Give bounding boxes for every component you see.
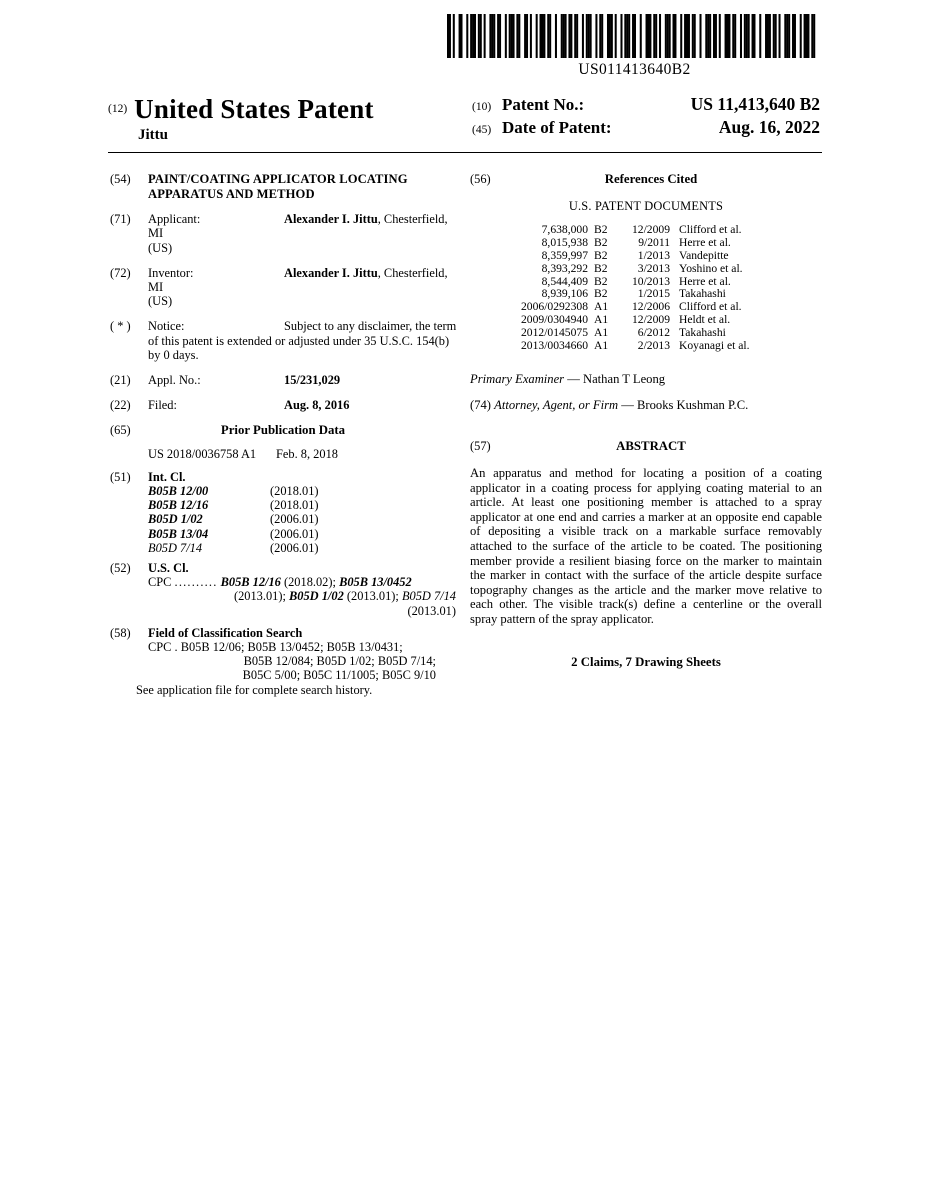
field-of-search-heading: Field of Classification Search bbox=[148, 625, 303, 640]
us-cl-code-4: B05D 7/14 bbox=[401, 589, 456, 604]
reference-assignee-name: Koyanagi et al. bbox=[679, 338, 750, 352]
reference-date: 12/2009 bbox=[631, 312, 670, 326]
patent-date-row bbox=[472, 117, 822, 138]
field-of-search-line-2: B05B 12/084; B05D 1/02; B05D 7/14; bbox=[243, 654, 436, 669]
code-45: (45) bbox=[472, 124, 492, 136]
us-cl-ver-4: (2013.01) bbox=[407, 603, 456, 618]
code-74: (74) bbox=[470, 397, 491, 412]
code-52: (52) bbox=[110, 561, 131, 576]
reference-row bbox=[494, 263, 822, 276]
header-divider bbox=[108, 152, 822, 153]
appl-no-value: 15/231,029 bbox=[284, 373, 341, 388]
inventor-line2: (US) bbox=[148, 294, 173, 309]
int-cl-heading: Int. Cl. bbox=[148, 469, 186, 484]
primary-examiner-row bbox=[470, 372, 822, 386]
reference-kind-code: B2 bbox=[594, 236, 608, 250]
primary-examiner-value: Nathan T Leong bbox=[583, 372, 666, 387]
code-72: (72) bbox=[110, 265, 131, 280]
filed-value: Aug. 8, 2016 bbox=[284, 398, 350, 413]
reference-date: 10/2013 bbox=[631, 274, 670, 288]
reference-kind-code: B2 bbox=[594, 223, 608, 237]
primary-examiner-dash: — bbox=[567, 372, 580, 387]
int-cl-code: B05D 1/02 bbox=[148, 512, 203, 527]
abstract-heading: ABSTRACT bbox=[616, 438, 686, 453]
int-cl-row bbox=[148, 498, 458, 512]
int-cl-version: (2018.01) bbox=[270, 498, 319, 513]
attorney-row bbox=[470, 398, 822, 412]
abstract-heading-row bbox=[470, 439, 822, 453]
reference-patent-number: 2013/0034660 bbox=[521, 338, 588, 352]
filed-body bbox=[148, 398, 458, 412]
publication-number: US 2018/0036758 A1 bbox=[148, 446, 257, 461]
int-cl-version: (2018.01) bbox=[270, 484, 319, 499]
attorney-label: Attorney, Agent, or Firm bbox=[494, 397, 619, 412]
code-58: (58) bbox=[110, 625, 131, 640]
us-cl-code-2: B05B 13/0452 bbox=[339, 575, 412, 590]
reference-kind-code: A1 bbox=[594, 300, 609, 314]
reference-patent-number: 8,544,409 bbox=[541, 274, 588, 288]
field-22-filed bbox=[110, 398, 458, 412]
publication-date: Feb. 8, 2018 bbox=[276, 446, 338, 461]
right-column bbox=[470, 172, 822, 669]
appl-no-body bbox=[148, 373, 458, 387]
code-56: (56) bbox=[470, 172, 491, 186]
int-cl-code: B05B 12/00 bbox=[148, 484, 209, 499]
int-cl-version: (2006.01) bbox=[270, 540, 319, 555]
date-of-patent-value: Aug. 16, 2022 bbox=[718, 117, 820, 137]
filed-label: Filed: bbox=[148, 398, 177, 413]
notice-body bbox=[148, 319, 458, 362]
us-cl-line-1 bbox=[148, 575, 458, 589]
patent-no-label: Patent No.: bbox=[502, 95, 585, 114]
barcode-block bbox=[447, 14, 822, 79]
code-57: (57) bbox=[470, 438, 491, 453]
field-54-title bbox=[110, 172, 458, 201]
reference-patent-number: 2012/0145075 bbox=[521, 325, 588, 339]
references-heading-row bbox=[470, 172, 822, 186]
us-patent-documents-subheading: U.S. PATENT DOCUMENTS bbox=[568, 199, 724, 214]
reference-date: 3/2013 bbox=[637, 261, 670, 275]
invention-title: PAINT/COATING APPLICATOR LOCATING APPARATUS AND METHOD bbox=[148, 172, 408, 201]
masthead-left bbox=[108, 94, 468, 144]
field-of-search-line-3: B05C 5/00; B05C 11/1005; B05C 9/10 bbox=[242, 668, 436, 683]
notice-text: Subject to any disclaimer, the term of this patent is extended or adjusted under 35 U.S.C. 154(b) by 0 days. bbox=[148, 319, 457, 362]
reference-patent-number: 7,638,000 bbox=[541, 223, 588, 237]
reference-kind-code: B2 bbox=[594, 261, 608, 275]
prior-publication-heading: Prior Publication Data bbox=[220, 423, 346, 438]
field-21-appl-no bbox=[110, 373, 458, 387]
patent-no-value: US 11,413,640 B2 bbox=[690, 94, 820, 114]
barcode-image bbox=[447, 14, 819, 58]
reference-patent-number: 8,015,938 bbox=[541, 236, 588, 250]
reference-assignee-name: Yoshino et al. bbox=[679, 261, 743, 275]
int-cl-row bbox=[148, 541, 458, 555]
masthead bbox=[108, 94, 822, 146]
inventor-name: Alexander I. Jittu bbox=[284, 265, 378, 280]
references-table bbox=[494, 224, 822, 352]
us-cl-dots: .......... bbox=[174, 575, 218, 590]
code-22: (22) bbox=[110, 398, 131, 413]
int-cl-table bbox=[148, 484, 458, 555]
reference-kind-code: B2 bbox=[594, 287, 608, 301]
field-52-us-cl bbox=[110, 561, 458, 618]
int-cl-version: (2006.01) bbox=[270, 512, 319, 527]
code-21: (21) bbox=[110, 373, 131, 388]
primary-examiner-label: Primary Examiner bbox=[470, 372, 565, 387]
reference-date: 12/2006 bbox=[631, 300, 670, 314]
us-cl-cpc-prefix: CPC bbox=[148, 575, 172, 590]
applicant-rest: , Chesterfield, MI bbox=[148, 212, 448, 241]
applicant-label: Applicant: bbox=[148, 212, 201, 227]
field-51-int-cl bbox=[110, 470, 458, 555]
applicant-line2: (US) bbox=[148, 240, 173, 255]
int-cl-row bbox=[148, 527, 458, 541]
field-notice bbox=[110, 319, 458, 362]
code-10: (10) bbox=[472, 101, 492, 113]
date-of-patent-label: Date of Patent: bbox=[502, 118, 612, 137]
code-71: (71) bbox=[110, 212, 131, 227]
reference-date: 9/2011 bbox=[638, 236, 670, 250]
int-cl-code: B05D 7/14 bbox=[148, 540, 203, 555]
prior-publication-row bbox=[148, 447, 458, 461]
reference-kind-code: B2 bbox=[594, 249, 608, 262]
reference-assignee-name: Clifford et al. bbox=[679, 223, 742, 237]
applicant-body bbox=[148, 212, 458, 255]
int-cl-row bbox=[148, 512, 458, 526]
code-51: (51) bbox=[110, 469, 131, 484]
masthead-right bbox=[472, 94, 822, 140]
field-71-applicant bbox=[110, 212, 458, 255]
us-cl-ver-1: (2018.02); bbox=[283, 575, 336, 590]
field-65-prior-publication bbox=[110, 423, 458, 460]
field-of-search-line-4: See application file for complete search history. bbox=[136, 682, 373, 697]
reference-kind-code: A1 bbox=[594, 312, 609, 326]
reference-patent-number: 8,359,997 bbox=[541, 249, 588, 262]
inventor-surname: Jittu bbox=[138, 127, 168, 143]
us-cl-code-1: B05B 12/16 bbox=[220, 575, 281, 590]
reference-assignee-name: Herre et al. bbox=[679, 236, 731, 250]
reference-date: 1/2013 bbox=[637, 249, 670, 262]
appl-no-label: Appl. No.: bbox=[148, 373, 201, 388]
reference-kind-code: A1 bbox=[594, 325, 609, 339]
notice-label: Notice: bbox=[148, 319, 185, 334]
reference-patent-number: 8,939,106 bbox=[541, 287, 588, 301]
us-cl-ver-2: (2013.01); bbox=[233, 589, 286, 604]
us-cl-line-3 bbox=[148, 604, 458, 618]
us-cl-line-2 bbox=[148, 589, 458, 603]
page-title: United States Patent bbox=[134, 94, 374, 124]
attorney-dash: — bbox=[621, 397, 634, 412]
reference-patent-number: 2009/0304940 bbox=[521, 312, 588, 326]
reference-assignee-name: Vandepitte bbox=[679, 249, 729, 262]
field-of-search-line-1: CPC . B05B 12/06; B05B 13/0452; B05B 13/0431; bbox=[148, 640, 403, 655]
reference-date: 12/2009 bbox=[631, 223, 670, 237]
code-65: (65) bbox=[110, 423, 131, 438]
reference-patent-number: 2006/0292308 bbox=[521, 300, 588, 314]
references-cited-heading: References Cited bbox=[604, 172, 698, 186]
us-cl-code-3: B05D 1/02 bbox=[289, 589, 344, 604]
reference-row bbox=[494, 340, 822, 353]
abstract-text: An apparatus and method for locating a position of a coating applicator in a coating process for applying coating material to an article. At least one positioning member is attached to a spray applicator at one end and carries a marker at an opposite end capable of depositing a visible track on a markable surface removably attached to the surface of the article to be coated. The positioning member provide a resilient biasing force on the marker to maintain the marker in contact with the surface of the article despite surface topography changes as the article and the marker move relative to each other. The visible track(s) define a centerline or the overall spray pattern of the spray applicator. bbox=[470, 465, 822, 626]
reference-patent-number: 8,393,292 bbox=[541, 261, 588, 275]
applicant-name: Alexander I. Jittu bbox=[284, 212, 378, 227]
attorney-value: Brooks Kushman P.C. bbox=[637, 397, 749, 412]
claims-and-sheets-line: 2 Claims, 7 Drawing Sheets bbox=[571, 654, 721, 669]
reference-row bbox=[494, 250, 822, 263]
reference-date: 6/2012 bbox=[637, 325, 670, 339]
reference-date: 1/2015 bbox=[637, 287, 670, 301]
reference-kind-code: A1 bbox=[594, 338, 609, 352]
reference-row bbox=[494, 327, 822, 340]
reference-kind-code: B2 bbox=[594, 274, 608, 288]
inventor-body bbox=[148, 266, 458, 309]
barcode-number: US011413640B2 bbox=[578, 61, 691, 78]
inventor-rest: , Chesterfield, MI bbox=[148, 265, 448, 294]
us-cl-heading: U.S. Cl. bbox=[148, 561, 189, 576]
reference-row bbox=[494, 314, 822, 327]
reference-assignee-name: Herre et al. bbox=[679, 274, 731, 288]
patent-title-row bbox=[108, 94, 468, 125]
code-54: (54) bbox=[110, 172, 131, 186]
code-asterisk: ( * ) bbox=[110, 319, 131, 334]
field-72-inventor bbox=[110, 266, 458, 309]
reference-assignee-name: Heldt et al. bbox=[679, 312, 731, 326]
int-cl-row bbox=[148, 484, 458, 498]
reference-assignee-name: Takahashi bbox=[679, 287, 726, 301]
left-column bbox=[110, 172, 458, 708]
reference-date: 2/2013 bbox=[637, 338, 670, 352]
reference-assignee-name: Clifford et al. bbox=[679, 300, 742, 314]
patent-number-row bbox=[472, 94, 822, 115]
kind-code-12: (12) bbox=[108, 103, 128, 115]
int-cl-code: B05B 13/04 bbox=[148, 526, 209, 541]
int-cl-version: (2006.01) bbox=[270, 526, 319, 541]
field-58-field-of-search bbox=[110, 626, 458, 697]
us-cl-ver-3: (2013.01); bbox=[346, 589, 399, 604]
reference-assignee-name: Takahashi bbox=[679, 325, 726, 339]
int-cl-code: B05B 12/16 bbox=[148, 498, 209, 513]
inventor-label: Inventor: bbox=[148, 265, 194, 280]
